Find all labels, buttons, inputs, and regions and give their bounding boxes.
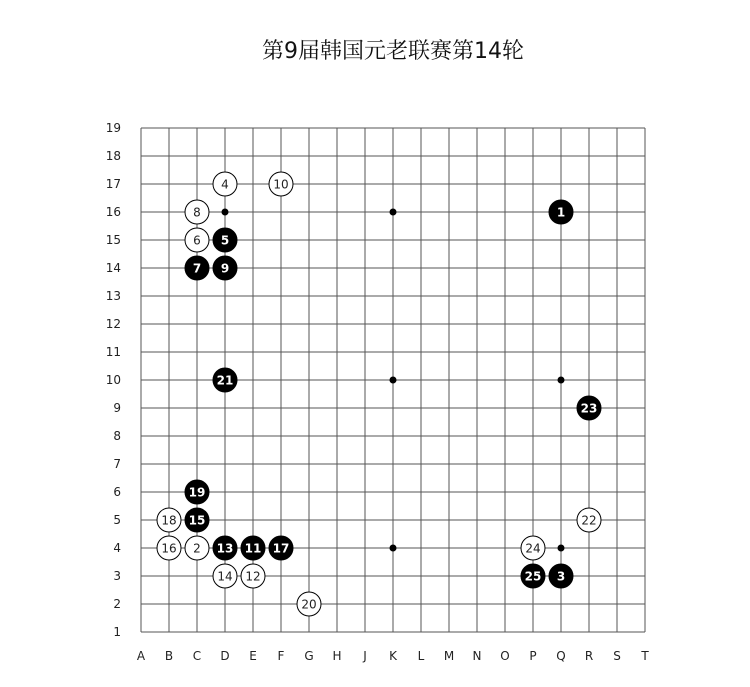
column-label: F — [277, 649, 285, 663]
white-stone — [213, 172, 237, 196]
move-number: 17 — [272, 541, 290, 556]
column-label: N — [472, 649, 482, 663]
white-stone — [213, 564, 237, 588]
white-stone — [157, 536, 181, 560]
move-number: 7 — [192, 261, 202, 276]
column-label: R — [584, 649, 594, 663]
row-label: 16 — [105, 205, 121, 219]
move-number: 19 — [188, 485, 206, 500]
star-point — [222, 209, 229, 216]
move-number: 24 — [525, 541, 541, 556]
row-label: 19 — [105, 121, 121, 135]
column-label: S — [613, 649, 621, 663]
black-stone — [549, 564, 573, 588]
white-stone — [157, 508, 181, 532]
row-label: 8 — [113, 429, 121, 443]
black-stone — [213, 228, 237, 252]
row-label: 18 — [105, 149, 121, 163]
move-number: 20 — [301, 597, 317, 612]
row-label: 5 — [113, 513, 121, 527]
row-label: 2 — [113, 597, 121, 611]
black-stone — [269, 536, 293, 560]
move-number: 9 — [220, 261, 230, 276]
row-label: 9 — [113, 401, 121, 415]
row-labels — [106, 121, 121, 639]
white-stone — [521, 536, 545, 560]
move-number: 12 — [245, 569, 261, 584]
move-number: 2 — [193, 541, 201, 556]
move-number: 10 — [273, 177, 289, 192]
move-number: 3 — [556, 569, 566, 584]
row-label: 14 — [105, 261, 121, 275]
black-stone — [213, 256, 237, 280]
black-stone — [549, 200, 573, 224]
white-stone — [297, 592, 321, 616]
star-point — [558, 377, 565, 384]
column-label: D — [220, 649, 230, 663]
black-stone — [241, 536, 265, 560]
move-number: 18 — [161, 513, 177, 528]
column-labels — [137, 649, 649, 663]
move-number: 13 — [216, 541, 234, 556]
row-label: 3 — [113, 569, 121, 583]
move-number: 23 — [580, 401, 598, 416]
white-stone — [577, 508, 601, 532]
column-label: J — [363, 649, 367, 663]
star-point — [558, 545, 565, 552]
column-label: C — [192, 649, 202, 663]
column-label: L — [417, 649, 425, 663]
row-label: 11 — [105, 345, 121, 359]
row-label: 7 — [113, 457, 121, 471]
column-label: B — [164, 649, 174, 663]
game-title: 第9届韩国元老联赛第14轮 — [262, 39, 524, 64]
black-stone — [213, 536, 237, 560]
row-label: 12 — [105, 317, 121, 331]
star-point — [390, 545, 397, 552]
move-number: 6 — [193, 233, 201, 248]
row-label: 15 — [105, 233, 121, 247]
move-number: 25 — [524, 569, 542, 584]
column-label: O — [500, 649, 510, 663]
move-number: 14 — [217, 569, 233, 584]
white-stone — [185, 536, 209, 560]
column-label: P — [529, 649, 537, 663]
black-stone — [185, 256, 209, 280]
move-number: 8 — [193, 205, 201, 220]
row-label: 6 — [113, 485, 121, 499]
black-stone — [185, 480, 209, 504]
column-label: Q — [556, 649, 566, 663]
black-stone — [185, 508, 209, 532]
black-stone — [213, 368, 237, 392]
row-label: 13 — [105, 289, 121, 303]
move-number: 1 — [556, 205, 566, 220]
column-label: K — [389, 649, 397, 663]
white-stone — [269, 172, 293, 196]
black-stone — [521, 564, 545, 588]
column-label: T — [641, 649, 649, 663]
row-label: 4 — [113, 541, 121, 555]
white-stone — [185, 200, 209, 224]
move-number: 22 — [581, 513, 597, 528]
move-number: 4 — [221, 177, 229, 192]
move-number: 21 — [216, 373, 234, 388]
row-label: 17 — [105, 177, 121, 191]
move-number: 15 — [188, 513, 206, 528]
move-number: 11 — [244, 541, 262, 556]
column-label: M — [443, 649, 455, 663]
row-label: 1 — [113, 625, 121, 639]
black-stone — [577, 396, 601, 420]
star-point — [390, 209, 397, 216]
white-stone — [185, 228, 209, 252]
move-number: 5 — [220, 233, 230, 248]
column-label: G — [304, 649, 314, 663]
move-number: 16 — [161, 541, 177, 556]
stones — [157, 172, 601, 616]
row-label: 10 — [105, 373, 121, 387]
star-point — [390, 377, 397, 384]
white-stone — [241, 564, 265, 588]
column-label: H — [332, 649, 342, 663]
column-label: E — [249, 649, 257, 663]
column-label: A — [136, 649, 146, 663]
